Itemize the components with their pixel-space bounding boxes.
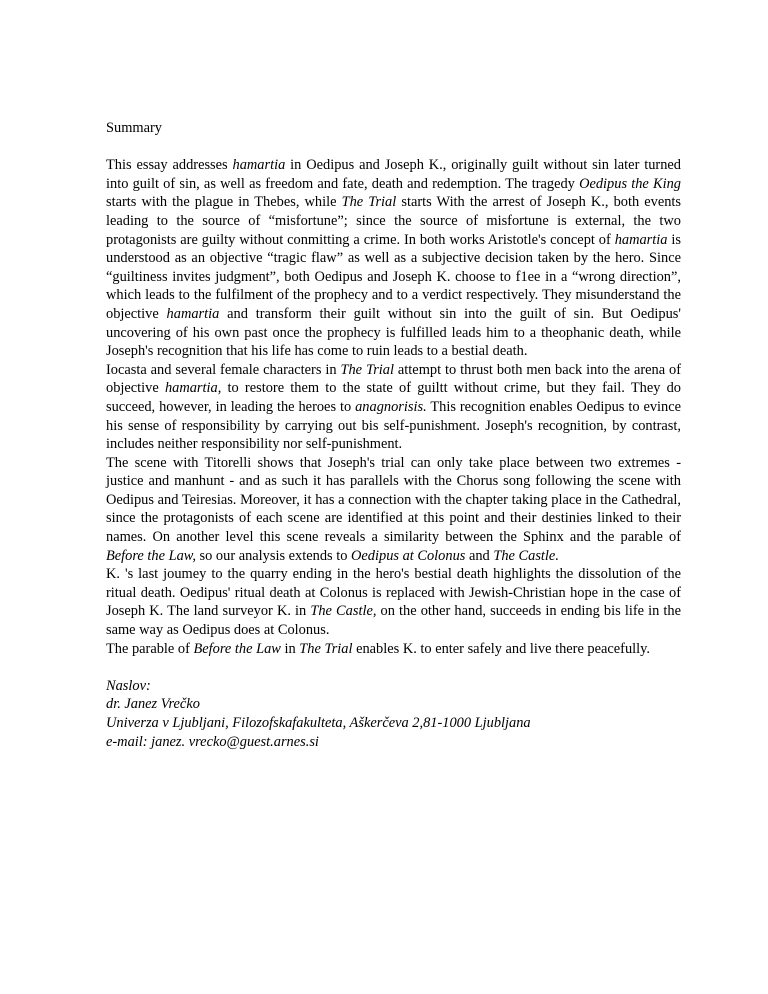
body-text: The parable of	[106, 640, 194, 657]
body-text: Iocasta and several female characters in	[106, 361, 341, 378]
italic-title-text: The Trial	[341, 194, 397, 211]
abstract-body	[106, 156, 681, 658]
body-text: This recognition enables Oedipus to evince his sense of responsibility by carrying out bis self-punishment. Joseph's recognition, by contrast, includes neither responsibility nor self-punishment.	[106, 398, 681, 453]
body-text: on the other hand, succeeds in ending bis life in the same way as Oedipus does at Colonus.	[106, 603, 681, 639]
body-text: to restore them to the state of guiltt without crime, but they fail. They do succeed, however, in leading the heroes to	[106, 380, 681, 415]
italic-title-text: hamartia	[166, 305, 220, 322]
body-text: attempt to thrust both men back into the arena of objective	[106, 361, 682, 397]
body-text: starts with the plague in Thebes, while	[106, 194, 342, 211]
italic-title-text: anagnorisis.	[355, 398, 427, 415]
body-text: enables K. to enter safely and live there peacefully.	[352, 640, 651, 657]
italic-title-text: hamartia	[232, 157, 286, 174]
italic-title-text: Before the Law,	[106, 547, 196, 564]
italic-title-text: The Trial	[299, 640, 353, 657]
body-text: starts With the arrest of Joseph K., both events leading to the source of “misfortune”; since the source of misfortune is external, the two protagonists are guilty without conmitting a crime. In both works Aristotle's concept of	[106, 194, 682, 248]
author-email: e-mail: janez. vrecko@guest.arnes.si	[106, 733, 319, 750]
abstract-paragraph-3	[106, 454, 681, 566]
body-text: so our analysis extends to	[195, 547, 352, 564]
body-text: and	[465, 547, 494, 564]
italic-title-text: hamartia,	[164, 380, 222, 397]
italic-title-text: Oedipus the King	[579, 175, 682, 192]
abstract-paragraph-5	[106, 640, 681, 659]
italic-title-text: The Trial	[340, 361, 394, 378]
address-label: Naslov:	[106, 677, 151, 694]
summary-heading: Summary	[106, 120, 162, 136]
body-text: in	[280, 640, 300, 657]
abstract-paragraph-4	[106, 565, 681, 639]
italic-title-text: The Castle,	[310, 603, 377, 620]
abstract-paragraph-2	[106, 361, 681, 454]
document-page	[106, 119, 681, 751]
author-name: dr. Janez Vrečko	[106, 696, 200, 713]
body-text: and transform their guilt without sin into the guilt of sin. But Oedipus' uncovering of his own past once the prophecy is fulfilled leads him to a theophanic death, while Joseph's recognition that his life has come to ruin leads to a bestial death.	[106, 305, 681, 360]
abstract-paragraph-1	[106, 156, 681, 361]
author-address	[106, 677, 681, 751]
body-text: in Oedipus and Joseph K., originally guilt without sin later turned into guilt of sin, as well as freedom and fate, death and redemption. The tragedy	[106, 157, 681, 192]
italic-title-text: hamartia	[614, 231, 668, 248]
author-institution: Univerza v Ljubljani, Filozofskafakulteta, Aškerčeva 2,81-1000 Ljubljana	[106, 715, 531, 731]
body-text: This essay addresses	[106, 157, 233, 174]
italic-title-text: Before the Law	[193, 640, 281, 657]
italic-title-text: The Castle.	[493, 547, 559, 564]
body-text: K. 's last joumey to the quarry ending in the hero's bestial death highlights the dissolution of the ritual death. Oedipus' ritual death at Colonus is replaced with Jewish-Christian hope in the case of Joseph K. The land surveyor K. in	[106, 566, 681, 620]
body-text: The scene with Titorelli shows that Joseph's trial can only take place between two extremes - justice and manhunt - and as such it has parallels with the Chorus song following the scene with Oedipus and Teiresias. Moreover, it has a connection with the chapter taking place in the Cathedral, since the protagonists of each scene are identified at this point and their destinies linked to their names. On another level this scene reveals a similarity between the Sphinx and the parable of	[106, 454, 681, 546]
italic-title-text: Oedipus at Colonus	[351, 547, 466, 564]
body-text: is understood as an objective “tragic flaw” as well as a subjective decision taken by the hero. Since “guiltiness invites judgment”, both Oedipus and Joseph K. choose to f1ee in a “wrong direction”, which leads to the fulfilment of the prophecy and to a verdict respectively. They misunderstand the objective	[106, 231, 681, 322]
